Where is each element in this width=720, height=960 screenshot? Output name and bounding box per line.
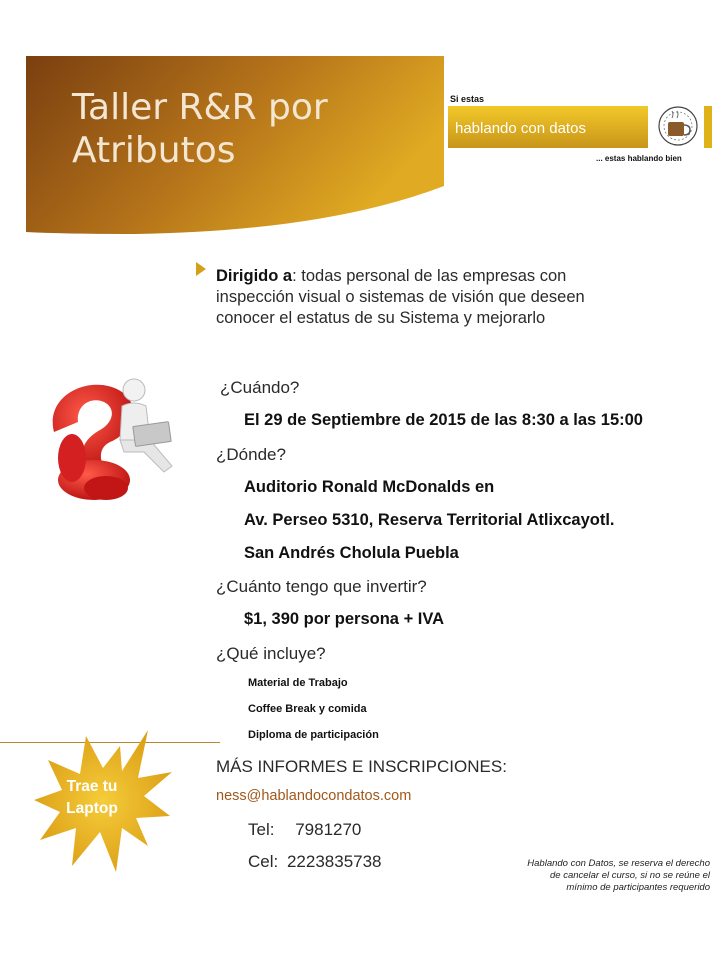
cost-answer: $1, 390 por persona + IVA (244, 610, 445, 628)
contact-heading: MÁS INFORMES E INSCRIPCIONES: (216, 757, 507, 776)
tel-number: 7981270 (295, 820, 362, 839)
logo-tagline: ... estas hablando bien (596, 154, 682, 163)
includes-item: Diploma de participación (248, 729, 379, 741)
starburst-line-1: Trae tu (66, 778, 118, 795)
footer-note-line-3: mínimo de participantes requerido (566, 882, 710, 893)
email-link[interactable]: ness@hablandocondatos.com (216, 788, 412, 804)
question-mark-illustration (34, 368, 184, 508)
where-line-3: San Andrés Cholula Puebla (244, 544, 459, 562)
where-question: ¿Dónde? (216, 445, 286, 464)
includes-item: Material de Trabajo (248, 677, 348, 689)
when-answer: El 29 de Septiembre de 2015 de las 8:30 a las 15:00 (244, 411, 643, 429)
arrow-bullet-icon (196, 262, 206, 276)
intro-label: Dirigido a (216, 267, 293, 285)
where-line-1: Auditorio Ronald McDonalds en (244, 478, 495, 496)
logo-main-text: hablando con datos (455, 120, 586, 137)
starburst-text (56, 776, 128, 820)
title-line-2: Atributos (72, 130, 236, 171)
intro-text-1: : todas personal de las empresas con (292, 267, 567, 285)
intro-text-3: conocer el estatus de su Sistema y mejorarlo (216, 309, 546, 327)
cel-row (248, 852, 382, 872)
cel-number: 2223835738 (286, 852, 382, 871)
logo-prefix: Si estas (450, 94, 485, 104)
coffee-cup-icon (650, 104, 706, 150)
tel-row (248, 820, 361, 840)
title-line-1: Taller R&R por (72, 87, 328, 128)
intro-paragraph (216, 266, 676, 329)
starburst-line-2: Laptop (66, 800, 118, 817)
cost-question: ¿Cuánto tengo que invertir? (216, 577, 427, 596)
cel-label: Cel: (248, 852, 279, 871)
where-line-2: Av. Perseo 5310, Reserva Territorial Atlixcayotl. (244, 511, 615, 529)
footer-note-line-2: de cancelar el curso, si no se reúne el (549, 870, 710, 881)
when-question: ¿Cuándo? (220, 378, 300, 397)
includes-item: Coffee Break y comida (248, 703, 367, 715)
footer-note-line-1: Hablando con Datos, se reserva el derecho (527, 858, 710, 869)
tel-label: Tel: (248, 820, 275, 839)
footer-note (470, 858, 710, 894)
page-title (72, 86, 392, 172)
includes-question: ¿Qué incluye? (216, 644, 326, 663)
intro-text-2: inspección visual o sistemas de visión que deseen (216, 288, 585, 306)
